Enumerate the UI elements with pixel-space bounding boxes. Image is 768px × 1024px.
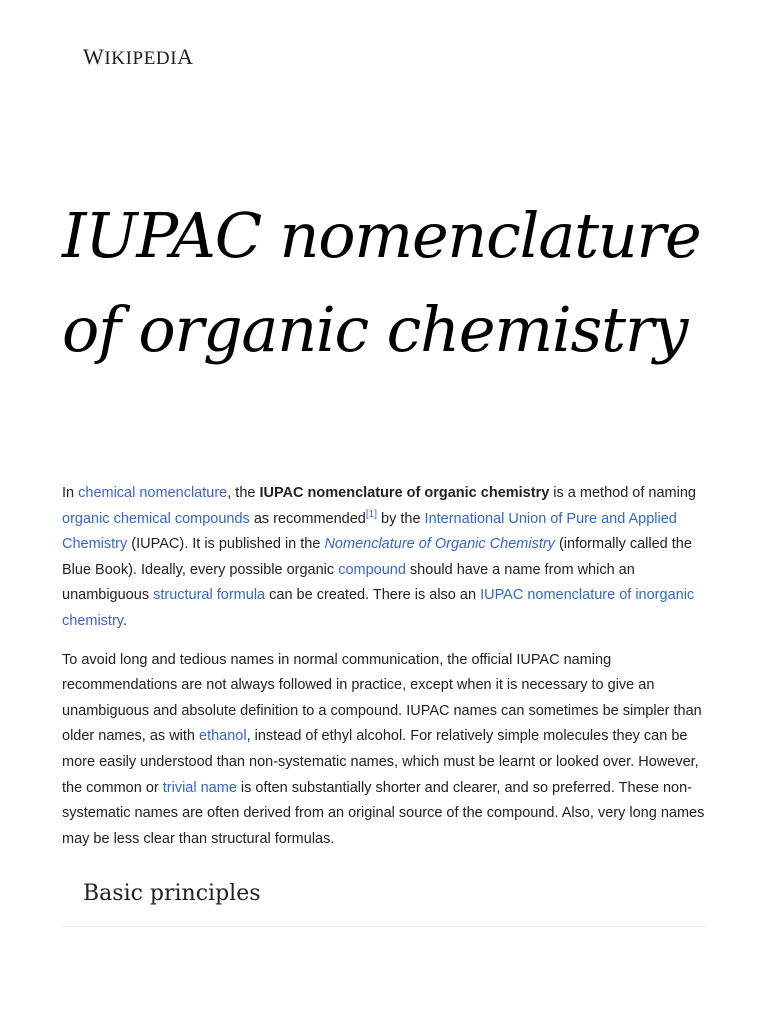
link-blue-book[interactable] — [324, 536, 554, 552]
body-paragraph — [62, 648, 708, 853]
intro-text: as recommended — [249, 510, 366, 527]
intro-text: , the — [227, 485, 260, 501]
intro-text: . — [122, 612, 127, 629]
paragraph-text: , instead of ethyl alcohol. For relatively simple molecules they can be more easily understood than non-systematic names, which must be learnt or looked over. However, the common or — [62, 728, 699, 796]
paragraph-text: is often substantially shorter and clearer, and so preferred. These non-systematic names are often derived from an original source of the compound. Also, very long names may be less clear than structural formulas. — [62, 779, 705, 847]
intro-text: is a method of naming — [549, 485, 696, 501]
intro-text: (informally called the Blue Book). Ideally, every possible organic — [62, 536, 692, 578]
link-ethanol[interactable]: ethanol — [199, 728, 247, 745]
intro-text: can be created. There is also an — [265, 587, 481, 604]
link-trivial-name[interactable]: trivial name — [162, 779, 237, 796]
link-organic-chemical-compounds[interactable]: organic chemical compounds — [62, 510, 250, 527]
paragraph-text: To avoid long and tedious names in normal communication, the official IUPAC naming recommendations are not always followed in practice, except when it is necessary to give an unambiguous and absolute definition to a compound. IUPAC names can sometimes be simpler than older names, as with — [62, 651, 702, 745]
link-iupac[interactable]: International Union of Pure and Applied Chemistry — [62, 510, 677, 553]
intro-text: In — [62, 485, 79, 501]
intro-text: should have a name from which an unambiguous — [62, 561, 635, 604]
blue-book-title: Nomenclature of Organic Chemistry — [324, 536, 555, 553]
intro-paragraph — [62, 481, 708, 635]
intro-text: by the — [376, 510, 425, 527]
link-chemical-nomenclature[interactable]: chemical nomenclature — [78, 485, 228, 501]
link-compound[interactable]: compound — [338, 561, 406, 578]
link-inorganic-nomenclature[interactable]: IUPAC nomenclature of inorganic chemistry — [62, 587, 695, 629]
link-structural-formula[interactable]: structural formula — [153, 587, 266, 604]
article-content — [62, 481, 708, 865]
section-basic-principles[interactable] — [62, 875, 707, 927]
wordmark-last-letter: A — [177, 44, 194, 69]
page-title: IUPAC nomenclature of organic chemistry — [62, 199, 701, 366]
reference-link[interactable]: [1] — [365, 508, 377, 520]
wordmark-first-letter: W — [83, 44, 105, 69]
wordmark-middle: IKIPEDI — [104, 48, 178, 69]
bold-term: IUPAC nomenclature of organic chemistry — [259, 485, 550, 501]
wikipedia-wordmark[interactable] — [83, 44, 194, 70]
intro-text: (IUPAC). It is published in the — [127, 536, 325, 553]
section-heading: Basic principles — [83, 881, 261, 906]
